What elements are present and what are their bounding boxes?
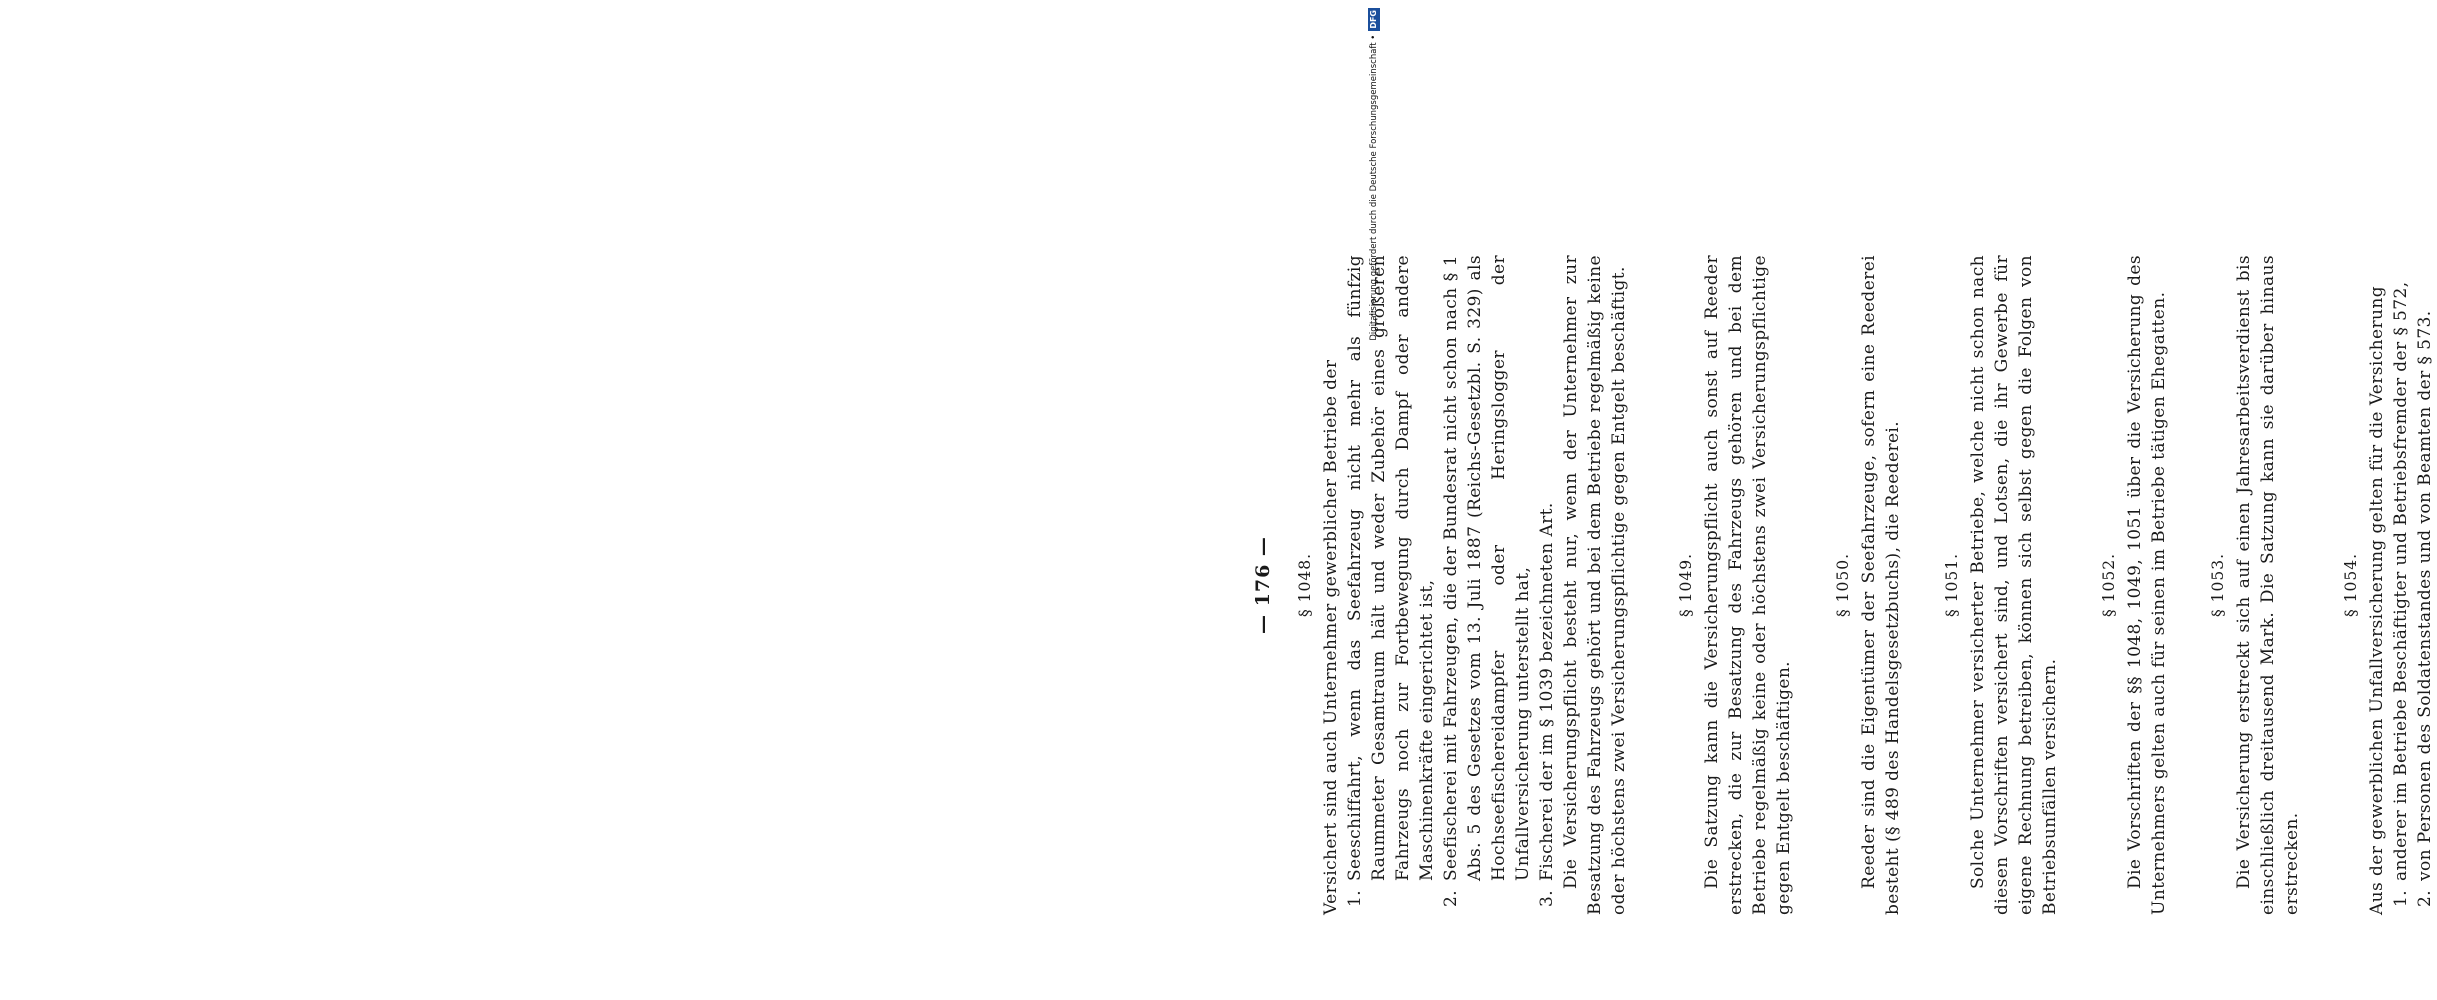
list-item-number: 3. — [1537, 889, 1557, 907]
list-item-text: Fischerei der im § 1039 bezeichneten Art. — [1537, 502, 1557, 881]
list-item-text: Seefischerei mit Fahrzeugen, die der Bundesrat nicht schon nach § 1 Abs. 5 des Gesetzes vom 13. Juli 1887 (Reichs-Gesetzbl. S. 329) als Hochseefischereidampfer oder Heringslogger der Unfallversicherung unterstellt hat, — [1441, 255, 1533, 881]
section-1054-intro: Aus der gewerblichen Unfallversicherung gelten für die Versicherung — [2367, 286, 2387, 915]
list-item-text: Seeschiffahrt, wenn das Seefahrzeug nicht mehr als fünfzig Raummeter Gesamtraum hält und weder Zubehör eines größeren Fahrzeugs noch zur Fortbewegung durch Dampf oder andere Maschinenkräfte eingerichtet ist, — [1345, 255, 1437, 881]
section-1050-text: Reeder sind die Eigentümer der Seefahrzeuge, sofern eine Reederei besteht (§ 489 des Handelsgesetzbuchs), die Reederei. — [1859, 255, 1903, 915]
section-heading-1050: § 1050. — [1834, 552, 1852, 618]
list-item — [1535, 255, 1559, 915]
rotated-page — [1250, 255, 2435, 915]
page-content — [1250, 255, 2437, 915]
dfg-logo: DFG — [1369, 10, 1378, 29]
page-number: — 176 — — [1252, 536, 1274, 634]
section-1053-text: Die Versicherung erstreckt sich auf einen Jahresarbeitsverdienst bis einschließlich dreitausend Mark. Die Satzung kann sie darüber hinaus erstrecken. — [2234, 255, 2302, 915]
list-item — [1343, 255, 1439, 915]
section-heading-1054: § 1054. — [2342, 552, 2360, 618]
list-item-number: 2. — [2415, 889, 2435, 907]
list-item — [2413, 255, 2437, 915]
list-item-text: anderer im Betriebe Beschäftigter und Betriebsfremder der § 572, — [2391, 281, 2411, 881]
section-1048-closing: Die Versicherungspflicht besteht nur, wenn der Unternehmer zur Besatzung des Fahrzeugs gehört und bei dem Betriebe regelmäßig keine oder höchstens zwei Versicherungspflichtige gegen Entgelt beschäftigt. — [1561, 255, 1629, 915]
section-heading-1052: § 1052. — [2100, 552, 2118, 618]
section-1052-text: Die Vorschriften der §§ 1048, 1049, 1051 über die Versicherung des Unternehmers gelten auch für seinen im Betriebe tätigen Ehegatten. — [2125, 255, 2169, 915]
list-item-number: 1. — [1345, 889, 1365, 907]
section-1048-intro: Versichert sind auch Unternehmer gewerblicher Betriebe der — [1321, 359, 1341, 915]
list-item-number: 2. — [1441, 889, 1461, 907]
section-heading-1053: § 1053. — [2209, 552, 2227, 618]
section-1049-text: Die Satzung kann die Versicherungspflicht auch sonst auf Reeder erstrecken, die zur Besatzung des Fahrzeugs gehören und bei dem Betriebe regelmäßig keine oder höchstens zwei Versicherungspflichtige gegen Entgelt beschäftigen. — [1702, 255, 1794, 915]
section-heading-1051: § 1051. — [1943, 552, 1961, 618]
list-item — [1439, 255, 1535, 915]
section-1051-text: Solche Unternehmer versicherter Betriebe, welche nicht schon nach diesen Vorschriften versichert sind, und Lotsen, die ihr Gewerbe für eigene Rechnung betreiben, können sich selbst gegen die Folgen von Betriebsunfällen versichern. — [1968, 255, 2060, 915]
list-item-number: 1. — [2391, 889, 2411, 907]
list-item-text: von Personen des Soldatenstandes und von Beamten der § 573. — [2415, 310, 2435, 881]
section-heading-1049: § 1049. — [1677, 552, 1695, 618]
list-item — [2389, 255, 2413, 915]
dfg-sidebar — [1364, 8, 1384, 398]
digitization-notice: Digitalisierung gefördert durch die Deutsche Forschungsgemeinschaft • — [1369, 34, 1379, 341]
section-heading-1048: § 1048. — [1296, 552, 1314, 618]
